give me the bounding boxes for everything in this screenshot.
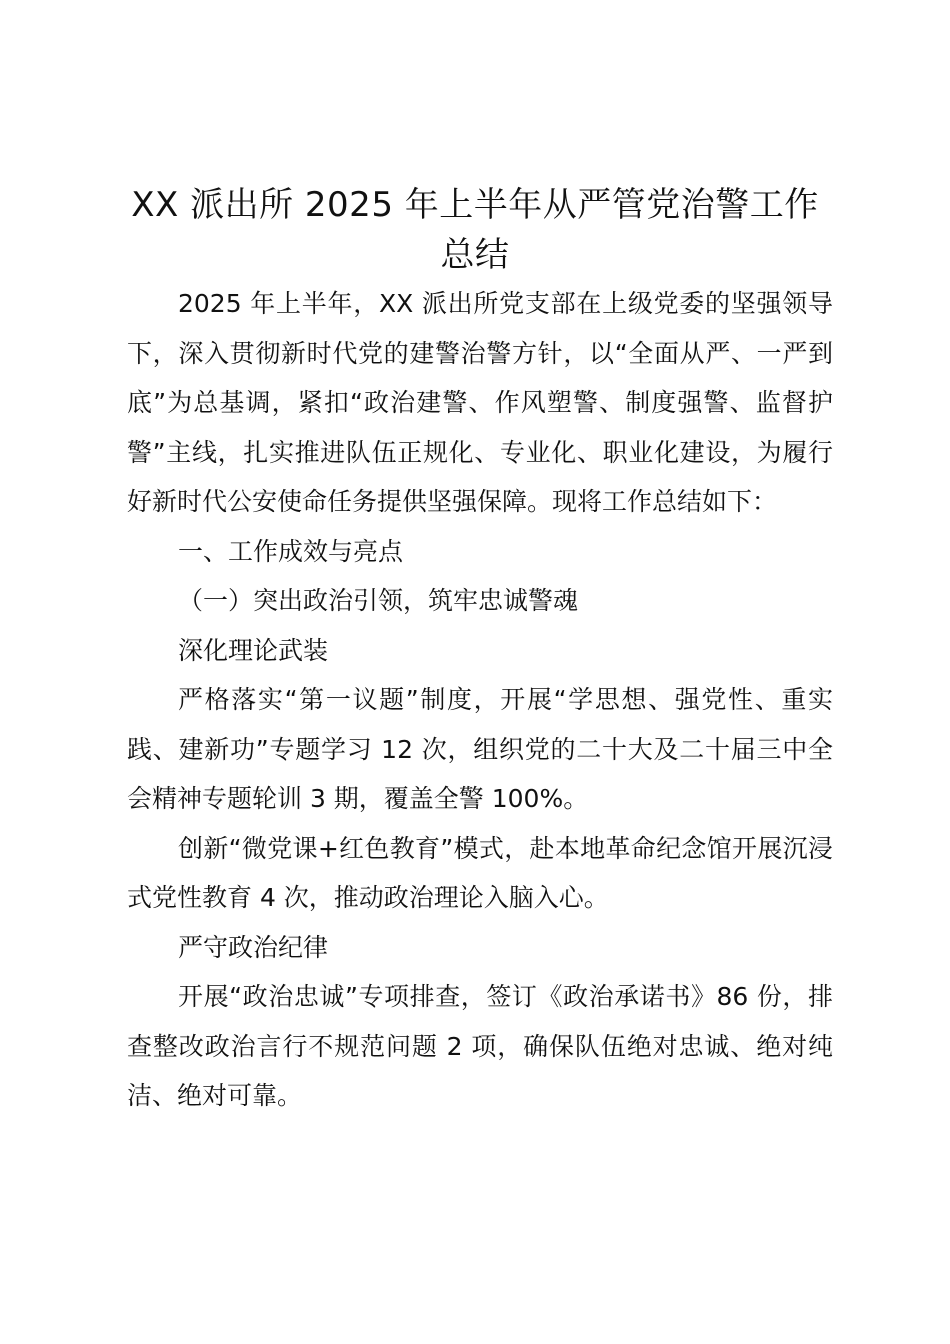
document-body [127,279,833,1121]
intro-paragraph: 2025 年上半年，XX 派出所党支部在上级党委的坚强领导下，深入贯彻新时代党的建警治警方针，以“全面从严、一严到底”为总基调，紧扣“政治建警、作风塑警、制度强警、监督护警”主线，扎实推进队伍正规化、专业化、职业化建设，为履行好新时代公安使命任务提供坚强保障。现将工作总结如下： [127,289,833,516]
body-paragraph: 严格落实“第一议题”制度，开展“学思想、强党性、重实践、建新功”专题学习 12 次，组织党的二十大及二十届三中全会精神专题轮训 3 期，覆盖全警 100%。 [127,685,833,813]
section-heading-1: 一、工作成效与亮点 [178,536,404,566]
item-heading-theory: 深化理论武装 [178,635,329,665]
item-heading-discipline: 严守政治纪律 [178,932,329,962]
document-title: XX 派出所 2025 年上半年从严管党治警工作总结 [131,185,819,275]
body-paragraph: 开展“政治忠诚”专项排查，签订《政治承诺书》86 份，排查整改政治言行不规范问题 2 项，确保队伍绝对忠诚、绝对纯洁、绝对可靠。 [127,982,833,1110]
subsection-heading-1: （一）突出政治引领，筑牢忠诚警魂 [178,586,579,615]
body-paragraph: 创新“微党课+红色教育”模式，赴本地革命纪念馆开展沉浸式党性教育 4 次，推动政治理论入脑入心。 [127,833,833,912]
